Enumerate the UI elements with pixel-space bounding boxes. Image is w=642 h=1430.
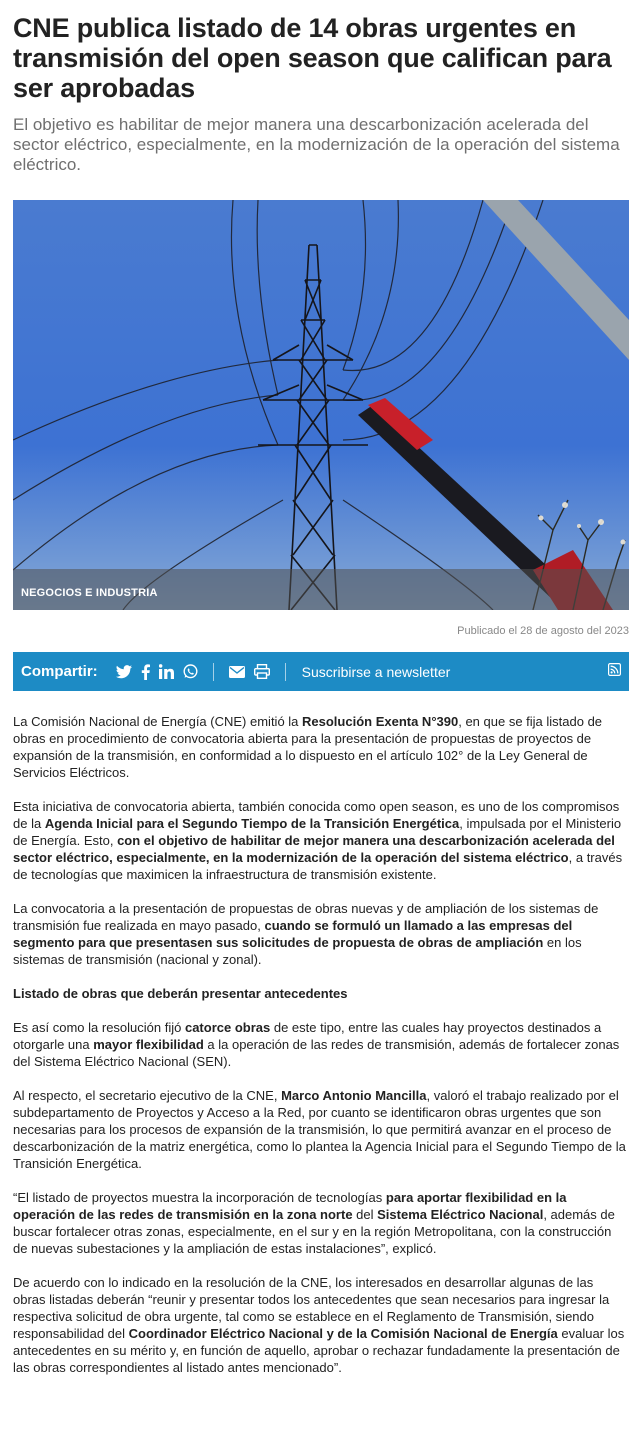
article-subtitle: El objetivo es habilitar de mejor manera una descarbonización acelerada del sector eléctrico, especialmente, en la modernización de la operación del sistema eléctrico. (13, 115, 620, 174)
body-paragraph: La convocatoria a la presentación de propuestas de obras nuevas y de ampliación de los sistemas de transmisión fue realizada en mayo pasado, cuando se formuló un llamado a las empresas del segmento para que presentasen sus solicitudes de propuesta de obras de ampliación en los sistemas de transmisión (nacional y zonal). (13, 901, 599, 967)
body-paragraph: Esta iniciativa de convocatoria abierta, también conocida como open season, es uno de los compromisos de la Agenda Inicial para el Segundo Tiempo de la Transición Energética, impulsada por el Ministerio de Energía. Esto, con el objetivo de habilitar de mejor manera una descarbonización acelerada del sector eléctrico, especialmente, en la modernización de la operación del sistema eléctrico, a través de tecnologías que maximicen la infraestructura de transmisión existente. (13, 799, 623, 882)
whatsapp-icon[interactable] (183, 663, 198, 681)
section-heading: Listado de obras que deberán presentar antecedentes (13, 986, 348, 1001)
hero-image (13, 200, 629, 610)
facebook-icon[interactable] (141, 663, 150, 681)
linkedin-icon[interactable] (159, 663, 174, 681)
image-category-label[interactable]: NEGOCIOS E INDUSTRIA (21, 587, 158, 599)
article-body (13, 713, 629, 1376)
share-label: Compartir: (21, 663, 98, 680)
body-paragraph: “El listado de proyectos muestra la incorporación de tecnologías para aportar flexibilidad en la operación de las redes de transmisión en la zona norte del Sistema Eléctrico Nacional, además de buscar fortalecer otras zonas, especialmente, en el sur y en la región Metropolitana, con la construcción de nuevas subestaciones y la ampliación de estas instalaciones”, explicó. (13, 1190, 615, 1256)
twitter-icon[interactable] (116, 663, 132, 681)
rss-icon[interactable] (608, 663, 621, 681)
body-paragraph: De acuerdo con lo indicado en la resolución de la CNE, los interesados en desarrollar algunas de las obras listadas deberán “reunir y presentar todos los antecedentes que sean necesarios para ingresar la respectiva solicitud de obra urgente, tal como se establece en el Reglamento de Transmisión, siendo responsabilidad del Coordinador Eléctrico Nacional y de la Comisión Nacional de Energía evaluar los antecedentes en su mérito y, en función de aquello, aprobar o rechazar fundadamente la presentación de las obras correspondientes al listado antes mencionado”. (13, 1275, 625, 1375)
print-icon[interactable] (254, 663, 270, 681)
newsletter-link[interactable]: Suscribirse a newsletter (301, 663, 451, 680)
body-paragraph: Es así como la resolución fijó catorce obras de este tipo, entre las cuales hay proyectos destinados a otorgarle una mayor flexibilidad a la operación de las redes de transmisión, además de fortalecer zonas del Sistema Eléctrico Nacional (SEN). (13, 1020, 620, 1069)
body-paragraph: La Comisión Nacional de Energía (CNE) emitió la Resolución Exenta N°390, en que se fija listado de obras en procedimiento de convocatoria abierta para la presentación de propuestas de proyectos de expansión de la transmisión, en conformidad a lo dispuesto en el artículo 102° de la Ley General de Servicios Eléctricos. (13, 714, 603, 780)
transmission-tower-photo (13, 200, 629, 610)
share-separator (285, 663, 286, 681)
share-icons (116, 663, 292, 681)
share-bar (13, 652, 629, 691)
article-title: CNE publica listado de 14 obras urgentes en transmisión del open season que califican para ser aprobadas (13, 13, 612, 103)
body-paragraph: Al respecto, el secretario ejecutivo de la CNE, Marco Antonio Mancilla, valoró el trabajo realizado por el subdepartamento de Proyectos y Acceso a la Red, por cuanto se identificaron obras urgentes que son necesarias para los procesos de expansión de la transmisión, lo que permitirá avanzar en el proceso de descarbonización de la matriz energética, como lo plantea la Agencia Inicial para el Segundo Tiempo de la Transición Energética. (13, 1088, 626, 1171)
email-icon[interactable] (229, 663, 245, 681)
share-separator (213, 663, 214, 681)
publish-date: Publicado el 28 de agosto del 2023 (457, 625, 629, 637)
